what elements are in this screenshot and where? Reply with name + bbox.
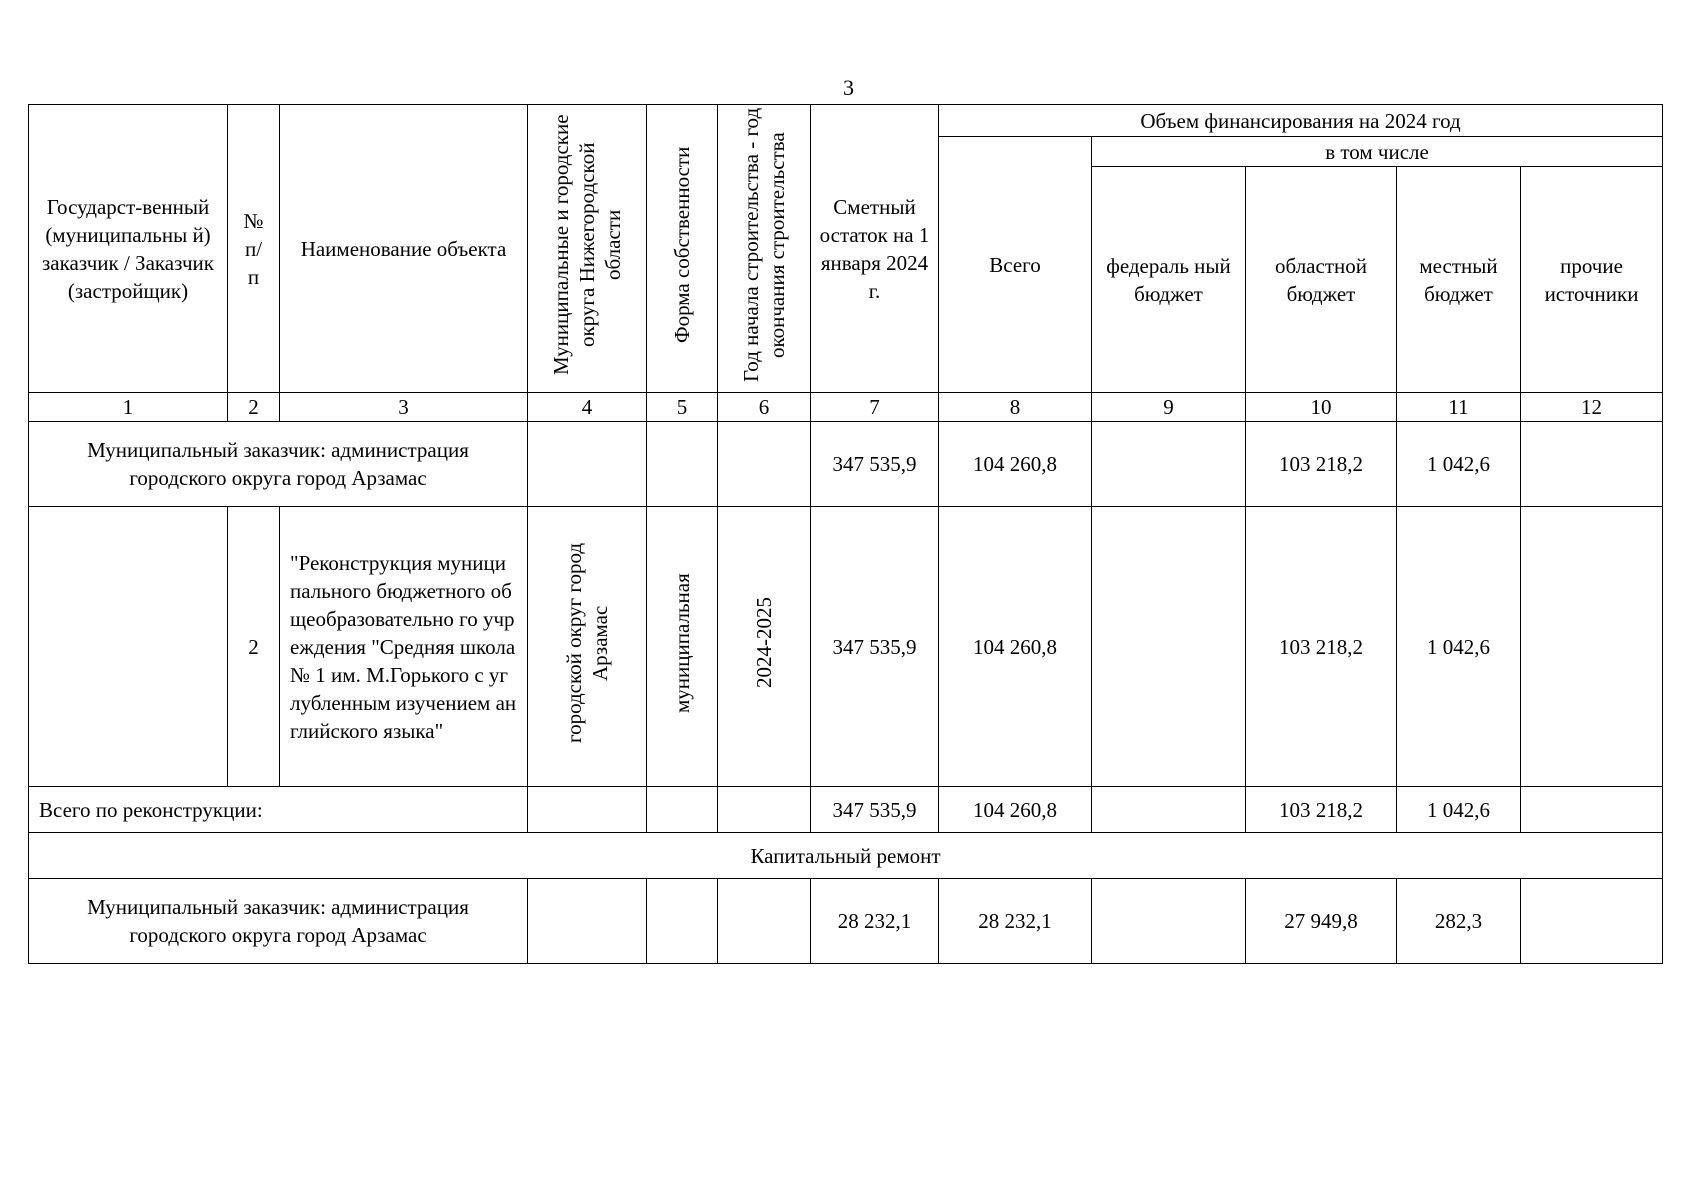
federal-value xyxy=(1092,507,1246,787)
local-value: 1 042,6 xyxy=(1397,422,1521,507)
object-name: "Реконструкция муниципального бюджетного общеобразовательно го учреждения "Средняя школа № 1 им. М.Горького с углубленным изучением английского языка" xyxy=(280,507,528,787)
column-number: 2 xyxy=(228,393,280,422)
customer-row xyxy=(29,879,1663,964)
other-value xyxy=(1521,422,1663,507)
financing-table xyxy=(28,104,1663,964)
total-value: 28 232,1 xyxy=(939,879,1092,964)
object-row xyxy=(29,507,1663,787)
total-value: 104 260,8 xyxy=(939,787,1092,833)
column-number: 11 xyxy=(1397,393,1521,422)
header-regional: областной бюджет xyxy=(1246,167,1397,393)
empty-cell xyxy=(528,422,647,507)
header-total: Всего xyxy=(939,137,1092,393)
column-number: 3 xyxy=(280,393,528,422)
other-value xyxy=(1521,507,1663,787)
section-row xyxy=(29,833,1663,879)
header-customer: Государст-венный (муниципальны й) заказчик / Заказчик (застройщик) xyxy=(29,105,228,393)
empty-cell xyxy=(528,879,647,964)
object-number: 2 xyxy=(228,507,280,787)
empty-cell xyxy=(647,879,718,964)
header-other: прочие источники xyxy=(1521,167,1663,393)
regional-value: 27 949,8 xyxy=(1246,879,1397,964)
column-numbers-row xyxy=(29,393,1663,422)
column-number: 1 xyxy=(29,393,228,422)
header-remainder: Сметный остаток на 1 января 2024 г. xyxy=(811,105,939,393)
section-title: Капитальный ремонт xyxy=(29,833,1663,879)
empty-cell xyxy=(528,787,647,833)
total-value: 104 260,8 xyxy=(939,422,1092,507)
column-number: 6 xyxy=(718,393,811,422)
header-number: № п/ п xyxy=(228,105,280,393)
other-value xyxy=(1521,787,1663,833)
empty-cell xyxy=(718,787,811,833)
customer-name: Муниципальный заказчик: администрация городского округа город Арзамас xyxy=(29,879,528,964)
header-local: местный бюджет xyxy=(1397,167,1521,393)
regional-value: 103 218,2 xyxy=(1246,507,1397,787)
header-ownership: Форма собственности xyxy=(647,105,718,393)
local-value: 1 042,6 xyxy=(1397,787,1521,833)
column-number: 5 xyxy=(647,393,718,422)
remainder-value: 28 232,1 xyxy=(811,879,939,964)
federal-value xyxy=(1092,422,1246,507)
reconstruction-total-label: Всего по реконструкции: xyxy=(29,787,528,833)
local-value: 1 042,6 xyxy=(1397,507,1521,787)
object-municipality: городской округ город Арзамас xyxy=(528,507,647,787)
empty-cell xyxy=(718,422,811,507)
column-number: 9 xyxy=(1092,393,1246,422)
header-object-name: Наименование объекта xyxy=(280,105,528,393)
other-value xyxy=(1521,879,1663,964)
regional-value: 103 218,2 xyxy=(1246,787,1397,833)
column-number: 8 xyxy=(939,393,1092,422)
regional-value: 103 218,2 xyxy=(1246,422,1397,507)
column-number: 7 xyxy=(811,393,939,422)
empty-cell xyxy=(29,507,228,787)
header-federal: федераль ный бюджет xyxy=(1092,167,1246,393)
remainder-value: 347 535,9 xyxy=(811,422,939,507)
local-value: 282,3 xyxy=(1397,879,1521,964)
header-funding-group: Объем финансирования на 2024 год xyxy=(939,105,1663,137)
federal-value xyxy=(1092,879,1246,964)
empty-cell xyxy=(647,787,718,833)
federal-value xyxy=(1092,787,1246,833)
header-municipality: Муниципальные и городские округа Нижегородской области xyxy=(528,105,647,393)
customer-name: Муниципальный заказчик: администрация городского округа город Арзамас xyxy=(29,422,528,507)
customer-row xyxy=(29,422,1663,507)
column-number: 4 xyxy=(528,393,647,422)
page-number: 3 xyxy=(843,75,854,100)
reconstruction-total-row xyxy=(29,787,1663,833)
header-years: Год начала строительства - год окончания строительства xyxy=(718,105,811,393)
column-number: 10 xyxy=(1246,393,1397,422)
remainder-value: 347 535,9 xyxy=(811,787,939,833)
empty-cell xyxy=(647,422,718,507)
object-ownership: муниципальная xyxy=(647,507,718,787)
empty-cell xyxy=(718,879,811,964)
remainder-value: 347 535,9 xyxy=(811,507,939,787)
header-including: в том числе xyxy=(1092,137,1663,167)
object-years: 2024-2025 xyxy=(718,507,811,787)
total-value: 104 260,8 xyxy=(939,507,1092,787)
column-number: 12 xyxy=(1521,393,1663,422)
